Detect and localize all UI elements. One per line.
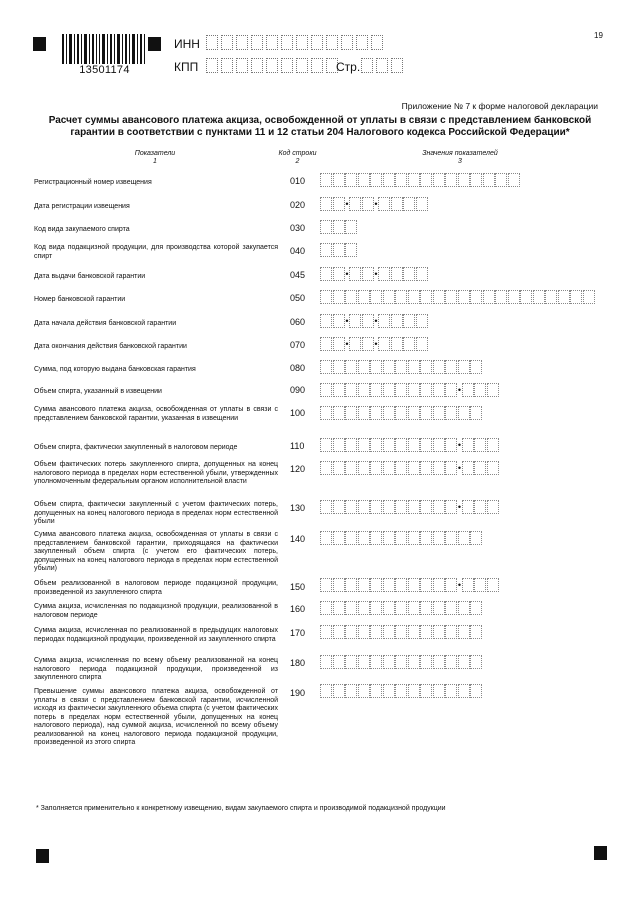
row-code: 150: [290, 582, 306, 592]
value-field-140[interactable]: [320, 531, 483, 545]
row-label: Код вида подакцизной продукции, для производства которой закупается спирт: [34, 244, 278, 260]
row-code: 190: [290, 688, 306, 698]
corner-marker-top-left: [33, 37, 46, 51]
value-field-160[interactable]: [320, 601, 483, 615]
row-label: Сумма, под которую выдана банковская гарантия: [34, 366, 196, 373]
row-code: 060: [290, 317, 306, 327]
value-field-120[interactable]: •: [320, 461, 499, 475]
row-label: Сумма авансового платежа акциза, освобожденная от уплаты в связи с представлением банковской гарантии, указанная в извещении: [34, 406, 278, 422]
corner-marker-bottom-right: [594, 846, 607, 860]
row-label: Превышение суммы авансового платежа акциза, освобожденной от уплаты в связи с представлением банковской гарантии, исчисленной исходя из фактически закупленного объема спирта (с учетом фактических потерь в пределах норм естественной убыли, допущенных на конец налогового периода), над суммой акциза, исчисленной по всему объему реализованной на конец налогового периода подакцизной продукции, произведенной из этого спирта: [34, 688, 278, 746]
row-code: 120: [290, 464, 306, 474]
value-field-180[interactable]: [320, 655, 483, 669]
row-label: Сумма акциза, исчисленная по подакцизной продукции, реализованной в налоговом периоде: [34, 603, 278, 619]
row-label: Объем фактических потерь закупленного спирта, допущенных на конец налогового периода в пределах норм естественной убыли, утвержденных уполномоченным федеральным органом исполнительной власти: [34, 461, 278, 485]
value-field-100[interactable]: [320, 406, 483, 420]
appendix-note: Приложение № 7 к форме налоговой декларации: [401, 101, 598, 111]
page-label: Стр.: [336, 60, 361, 74]
row-code: 130: [290, 503, 306, 513]
value-field-150[interactable]: •: [320, 578, 499, 592]
corner-marker-bottom-left: [36, 849, 49, 863]
row-code: 030: [290, 223, 306, 233]
row-code: 010: [290, 176, 306, 186]
row-label: Объем реализованной в налоговом периоде подакцизной продукции, произведенной из закупленного спирта: [34, 580, 278, 596]
value-field-080[interactable]: [320, 360, 483, 374]
barcode: [62, 34, 147, 66]
row-label: Сумма авансового платежа акциза, освобожденная от уплаты в связи с представлением банковской гарантии, приходящаяся на фактически закупленный объем спирта (с учетом его фактических потерь, допущенных на конец налогового периода в пределах норм естественной убыли): [34, 531, 278, 572]
row-label: Сумма акциза, исчисленная по всему объему реализованной на конец налогового периода подакцизной продукции, произведенной из закупленного спирта: [34, 657, 278, 681]
row-code: 160: [290, 604, 306, 614]
value-field-070[interactable]: • •: [320, 337, 428, 351]
page-field[interactable]: [361, 58, 406, 73]
value-field-030[interactable]: [320, 220, 358, 234]
value-field-045[interactable]: • •: [320, 267, 428, 281]
col-header-code: Код строки 2: [278, 150, 317, 165]
row-label: Сумма акциза, исчисленная по реализованной в предыдущих налоговых периодах подакцизной продукции, произведенной из закупленного спирта: [34, 627, 278, 643]
row-code: 050: [290, 293, 306, 303]
value-field-010[interactable]: [320, 173, 520, 187]
row-label: Дата начала действия банковской гарантии: [34, 320, 177, 327]
row-label: Объем спирта, указанный в извещении: [34, 388, 162, 395]
row-label: Дата окончания действия банковской гарантии: [34, 343, 187, 350]
barcode-number: 13501174: [79, 64, 130, 76]
corner-marker-top-center: [148, 37, 161, 51]
inn-field[interactable]: [206, 35, 386, 50]
row-code: 180: [290, 658, 306, 668]
value-field-110[interactable]: •: [320, 438, 499, 452]
value-field-050[interactable]: [320, 290, 595, 304]
row-code: 100: [290, 408, 306, 418]
col-header-indicators: Показатели 1: [134, 150, 176, 165]
inn-label: ИНН: [174, 37, 200, 51]
row-code: 020: [290, 200, 306, 210]
row-code: 170: [290, 628, 306, 638]
row-code: 110: [290, 441, 305, 451]
row-label: Объем спирта, фактически закупленный в налоговом периоде: [34, 444, 238, 451]
col-header-values: Значения показателей 3: [422, 150, 498, 165]
value-field-040[interactable]: [320, 243, 358, 257]
row-code: 090: [290, 385, 306, 395]
value-field-020[interactable]: • •: [320, 197, 428, 211]
form-title: Расчет суммы авансового платежа акциза, освобожденной от уплаты в связи с представлением банковской гарантии в соответствии с пунктами 11 и 12 статьи 204 Налогового кодекса Российской Федерации*: [48, 115, 592, 138]
kpp-label: КПП: [174, 60, 199, 74]
kpp-field[interactable]: [206, 58, 341, 73]
row-label: Объем спирта, фактически закупленный с учетом фактических потерь, допущенных на конец налогового периода в пределах норм естественной убыли: [34, 501, 278, 525]
row-code: 045: [290, 270, 306, 280]
row-label: Дата регистрации извещения: [34, 203, 130, 210]
value-field-190[interactable]: [320, 684, 483, 698]
row-code: 140: [290, 534, 306, 544]
value-field-170[interactable]: [320, 625, 483, 639]
row-label: Дата выдачи банковской гарантии: [34, 273, 146, 280]
row-code: 080: [290, 363, 306, 373]
value-field-060[interactable]: • •: [320, 314, 428, 328]
row-code: 040: [290, 246, 306, 256]
page-number: 19: [594, 31, 603, 40]
row-label: Номер банковской гарантии: [34, 296, 126, 303]
footnote: * Заполняется применительно к конкретному извещению, видам закупаемого спирта и производимой подакцизной продукции: [36, 805, 446, 812]
row-label: Код вида закупаемого спирта: [34, 226, 130, 233]
value-field-090[interactable]: •: [320, 383, 499, 397]
value-field-130[interactable]: •: [320, 500, 499, 514]
row-label: Регистрационный номер извещения: [34, 179, 152, 186]
row-code: 070: [290, 340, 306, 350]
